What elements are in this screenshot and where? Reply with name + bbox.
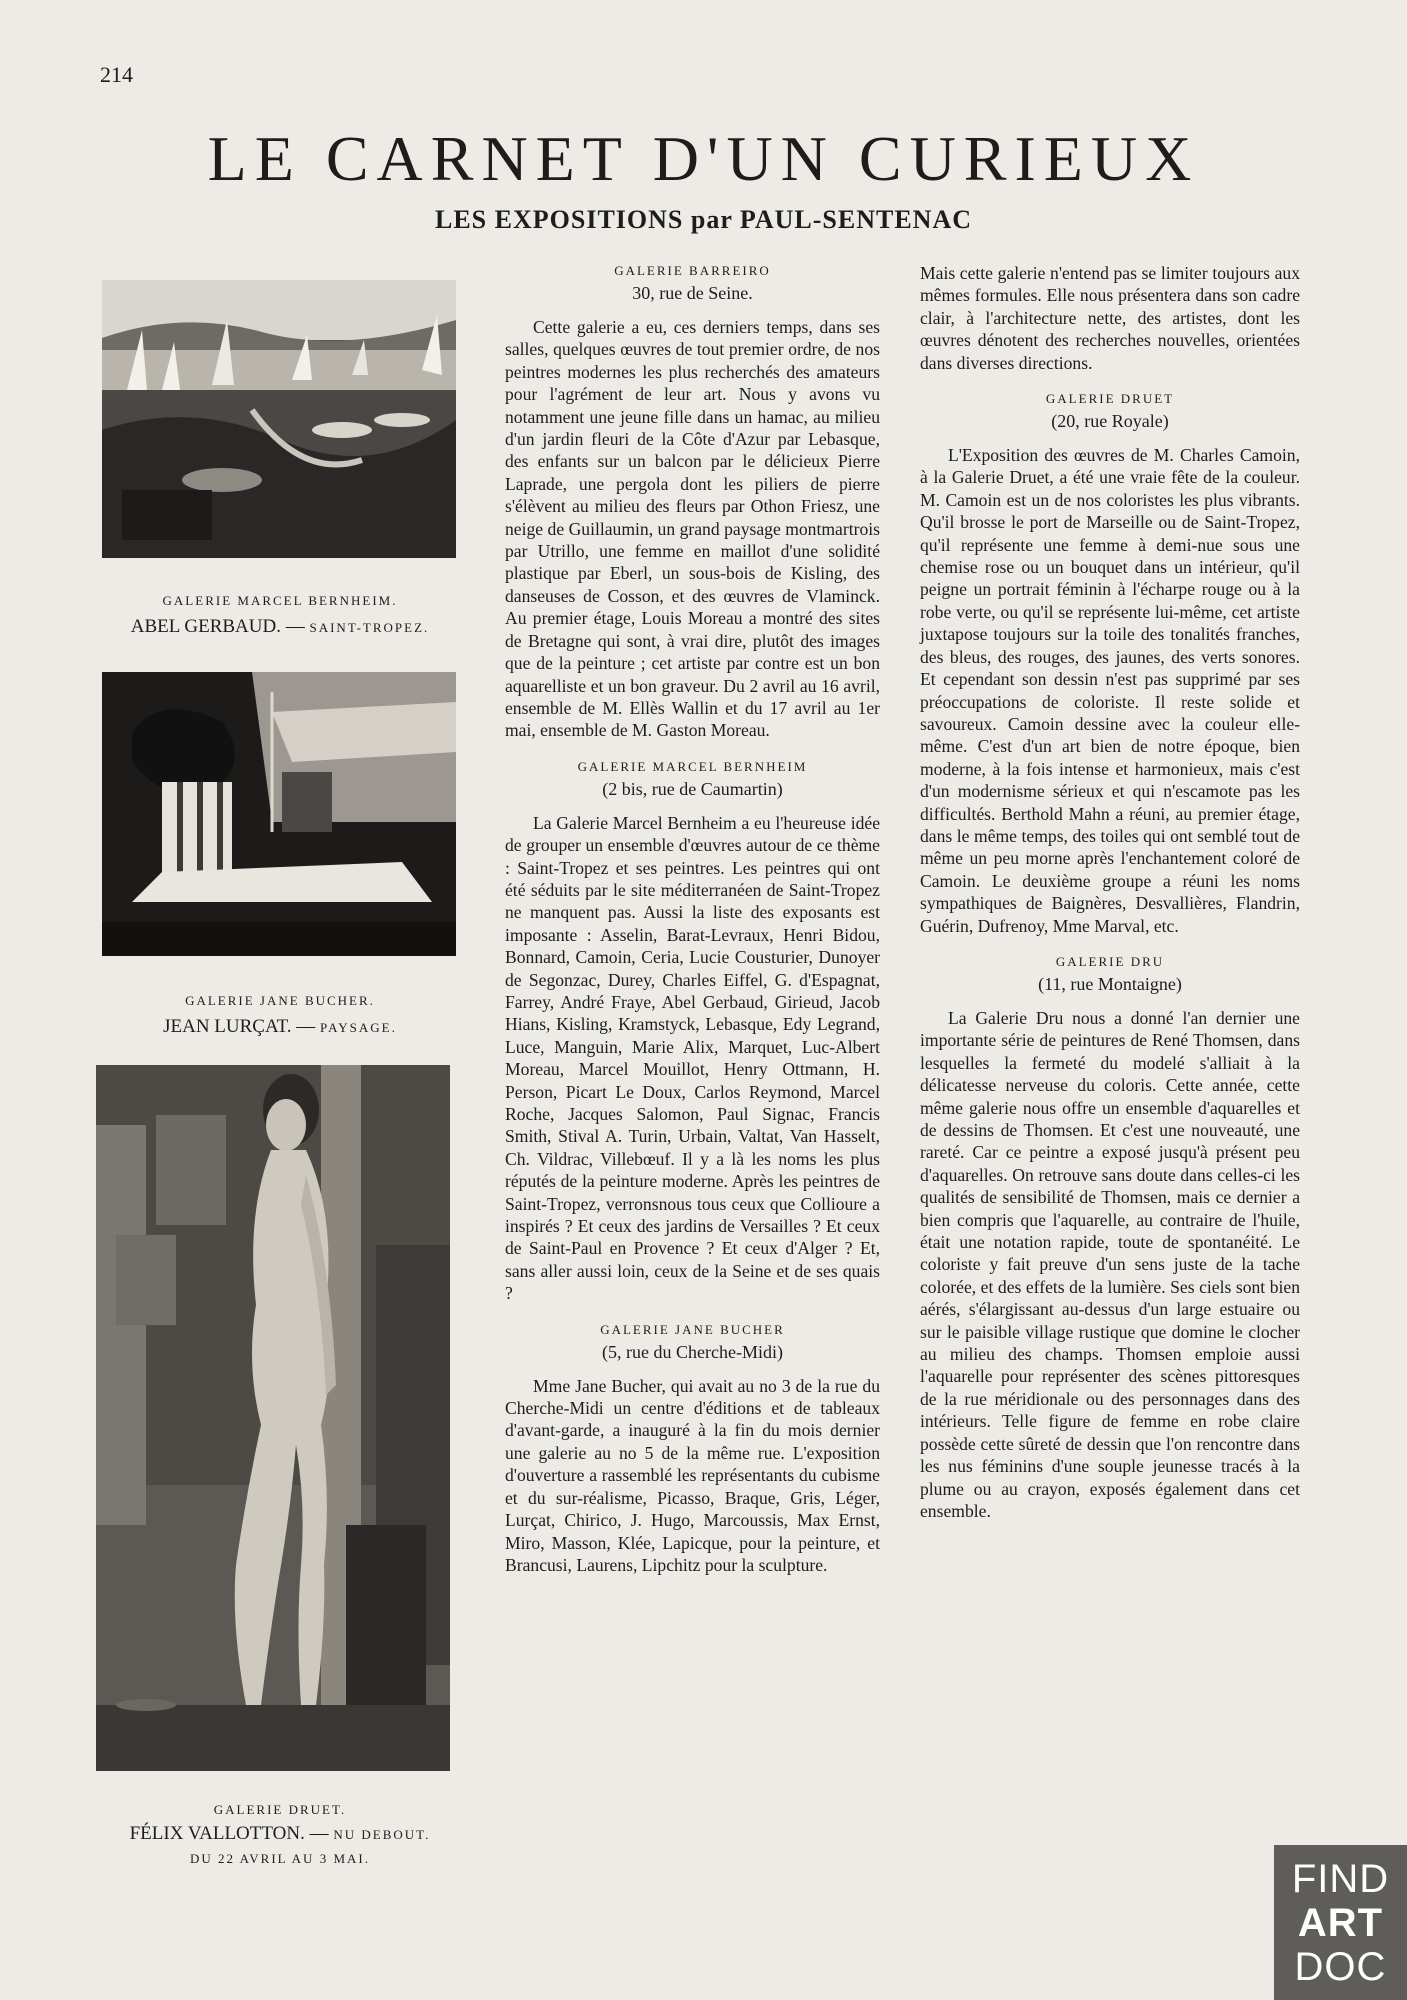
caption-figure-1 [95, 588, 465, 641]
caption-dates: DU 22 AVRIL AU 3 MAI. [190, 1851, 370, 1866]
section-title: GALERIE BARREIRO [614, 263, 771, 278]
paragraph: Mais cette galerie n'entend pas se limiter toujours aux mêmes formules. Elle nous présentera dans son cadre clair, à l'architecture nette, des artistes, dont les œuvres dénotent des recherches nouvelles, orientées dans diverses directions. [920, 263, 1300, 373]
illustration-paysage [102, 672, 456, 956]
page-subtitle: LES EXPOSITIONS par PAUL-SENTENAC [435, 205, 972, 234]
caption-gallery: GALERIE DRUET. [213, 1802, 347, 1817]
section-title: GALERIE JANE BUCHER [600, 1321, 785, 1337]
paragraph: Cette galerie a eu, ces derniers temps, dans ses salles, quelques œuvres de tout premier ordre, de nos peintres modernes les plus recherchés des amateurs pour l'agrément de leur art. Nous y avons vu notamment une jeune fille dans un hamac, au milieu d'un jardin fleuri de la Côte d'Azur par Lebasque, des enfants sur un balcon par le délicieux Pierre Laprade, une pergola dont les piliers de pierre s'élèvent au milieu des fleurs par Othon Friesz, une neige de Guillaumin, un grand paysage montmartrois par Utrillo, une femme en maillot d'une solidité plastique par Eberl, un sous-bois de Kisling, des danseuses de Cosson, et des œuvres de Vlaminck. Au premier étage, Louis Moreau a montré des sites de Bretagne qui sont, à vrai dire, plutôt des images que de la peinture ; cet artiste par contre est un bon aquarelliste et un bon graveur. Du 2 avril au 16 avril, ensemble de M. Ellès Wallin et du 17 avril au 1er mai, ensemble de M. Gaston Moreau. [505, 317, 880, 741]
section-galerie-barreiro [505, 262, 880, 742]
section-address: (11, rue Montaigne) [1038, 973, 1182, 994]
paragraph: L'Exposition des œuvres de M. Charles Camoin, à la Galerie Druet, a été une vraie fête de la couleur. M. Camoin est un de nos coloristes les plus vibrants. Qu'il brosse le port de Marseille ou de Saint-Tropez, qu'il représente une femme à demi-nue sous une chemise rose ou un bouquet dans un intérieur, qu'il peigne un portrait féminin à l'écharpe rouge ou à la robe verte, ou qu'il se représente lui-même, cet artiste juxtapose toujours sur la toile des tonalités franches, des bleus, des rouges, des jaunes, des verts sonores. Et cependant son dessin n'est pas supprimé par ses préoccupations de coloriste. Il reste solide et savoureux. Camoin dessine avec la couleur elle-même. C'est d'un art bien de notre époque, bien moderne, à la fois intense et harmonieux, mais c'est d'un modernisme sérieux et qui n'escamote pas les difficultés. Berthold Mahn a réuni, au premier étage, dans le même temps, des toiles qui ont semblé tout de même un peu morne après l'enchantement coloré de Camoin. Le deuxième groupe a réuni les noms sympathiques de Baignères, Desvallières, Flandrin, Guérin, Dufrenoy, Mme Marval, etc. [920, 445, 1300, 936]
page-number: 214 [100, 62, 133, 87]
section-address: (5, rue du Cherche-Midi) [602, 1341, 783, 1362]
watermark-line: DOC [1294, 1944, 1387, 1989]
section-address: (2 bis, rue de Caumartin) [602, 778, 783, 799]
caption-gallery: GALERIE JANE BUCHER. [185, 993, 375, 1008]
watermark-logo [1274, 1845, 1407, 2000]
caption-figure-2 [95, 988, 465, 1041]
section-galerie-jane-bucher [505, 1321, 880, 1577]
caption-artist: JEAN LURÇAT. — [163, 1016, 316, 1037]
illustration-nu-debout [96, 1065, 450, 1771]
caption-artist: FÉLIX VALLOTTON. — [129, 1823, 329, 1844]
illustration-saint-tropez [102, 280, 456, 558]
section-title: GALERIE DRU [1055, 953, 1165, 969]
paragraph: La Galerie Dru nous a donné l'an dernier une importante série de peintures de René Thomsen, dans lesquelles la fermeté du modelé s'alliait à la délicatesse nerveuse du coloris. Cette année, cette même galerie nous offre un ensemble d'aquarelles et de dessins de Thomsen. Et c'est une nouveauté, une rareté. Car ce peintre a exposé jusqu'à présent peu d'aquarelles. On retrouve sans doute dans celles-ci les qualités de sensibilité de Thomsen, mais ce dernier a bien compris que l'aquarelle, au contraire de l'huile, était une notation rapide, toute de spontanéité. Le coloriste y fait preuve d'un sens juste de la tache colorée, et des effets de la lumière. Ses ciels sont bien aérés, s'élargissant au-dessus d'un large estuaire ou sur le paisible village rustique que domine le clocher au milieu des champs. Thomsen emploie aussi l'aquarelle pour représenter des scènes pittoresques de la rue méridionale ou des personnages dans des intérieurs. Telle figure de femme en robe claire possède cette sûreté de dessin que l'on rencontre dans les nus féminins d'une souple jeunesse tracés à la plume ou au crayon, exposés également dans cet ensemble. [920, 1007, 1300, 1521]
section-title: GALERIE MARCEL BERNHEIM [577, 758, 808, 774]
caption-work: SAINT-TROPEZ. [309, 620, 430, 635]
caption-figure-3 [80, 1798, 480, 1871]
paragraph: La Galerie Marcel Bernheim a eu l'heureuse idée de grouper un ensemble d'œuvres autour de ce thème : Saint-Tropez et ses peintres. Les peintres qui ont été séduits par le site méditerranéen de Saint-Tropez ne manquent pas. Aussi la liste des exposants est imposante : Asselin, Barat-Levraux, Henri Bidou, Bonnard, Camoin, Ceria, Lucie Cousturier, Dunoyer de Segonzac, Durey, Charles Eiffel, G. d'Espagnat, Farrey, André Fraye, Abel Gerbaud, Girieud, Jacob Hians, Kisling, Kramstyck, Lebasque, Edy Legrand, Luce, Manguin, Marie Alix, Marquet, Luc-Albert Moreau, Marcel Mouillot, Henry Ottmann, H. Person, Picart Le Doux, Carlos Reymond, Marcel Roche, Jacques Salomon, Paul Signac, Francis Smith, Stival A. Turin, Urbain, Valtat, Van Hasselt, Ch. Vildrac, Villebœuf. Il y a là les noms les plus réputés de la peinture moderne. Après les peintres de Saint-Tropez, verronsnous tous ceux que Collioure a inspirés ? Et ceux des jardins de Versailles ? Et ceux de Saint-Paul en Provence ? Et ceux d'Alger ? Et, sans aller aussi loin, ceux de la Seine et de ses quais ? [505, 812, 880, 1304]
column-right [920, 262, 1300, 1538]
column-middle [505, 262, 880, 1592]
watermark-line: ART [1297, 1900, 1384, 1945]
section-galerie-dru [920, 953, 1300, 1522]
section-galerie-druet [920, 390, 1300, 937]
section-address: 30, rue de Seine. [632, 283, 753, 303]
caption-gallery: GALERIE MARCEL BERNHEIM. [162, 593, 398, 608]
paragraph: Mme Jane Bucher, qui avait au no 3 de la rue du Cherche-Midi un centre d'éditions et de tableaux d'avant-garde, a inauguré à la fin du mois dernier une galerie au no 5 de la même rue. L'exposition d'ouverture a rassemblé les représentants du cubisme et du sur-réalisme, Picasso, Braque, Gris, Léger, Lurçat, Chirico, J. Hugo, Marcoussis, Max Ernst, Miro, Masson, Klée, Lapicque, pour la peinture, et Brancusi, Laurens, Lipchitz pour la sculpture. [505, 1375, 880, 1575]
page-title: LE CARNET D'UN CURIEUX [207, 123, 1200, 194]
section-title: GALERIE DRUET [1045, 391, 1175, 407]
caption-artist: ABEL GERBAUD. — [130, 616, 305, 637]
caption-work: NU DEBOUT. [333, 1827, 431, 1842]
caption-work: PAYSAGE. [320, 1020, 397, 1035]
watermark-line: FIND [1291, 1856, 1390, 1901]
section-address: (20, rue Royale) [1051, 411, 1169, 432]
section-galerie-marcel-bernheim [505, 758, 880, 1305]
